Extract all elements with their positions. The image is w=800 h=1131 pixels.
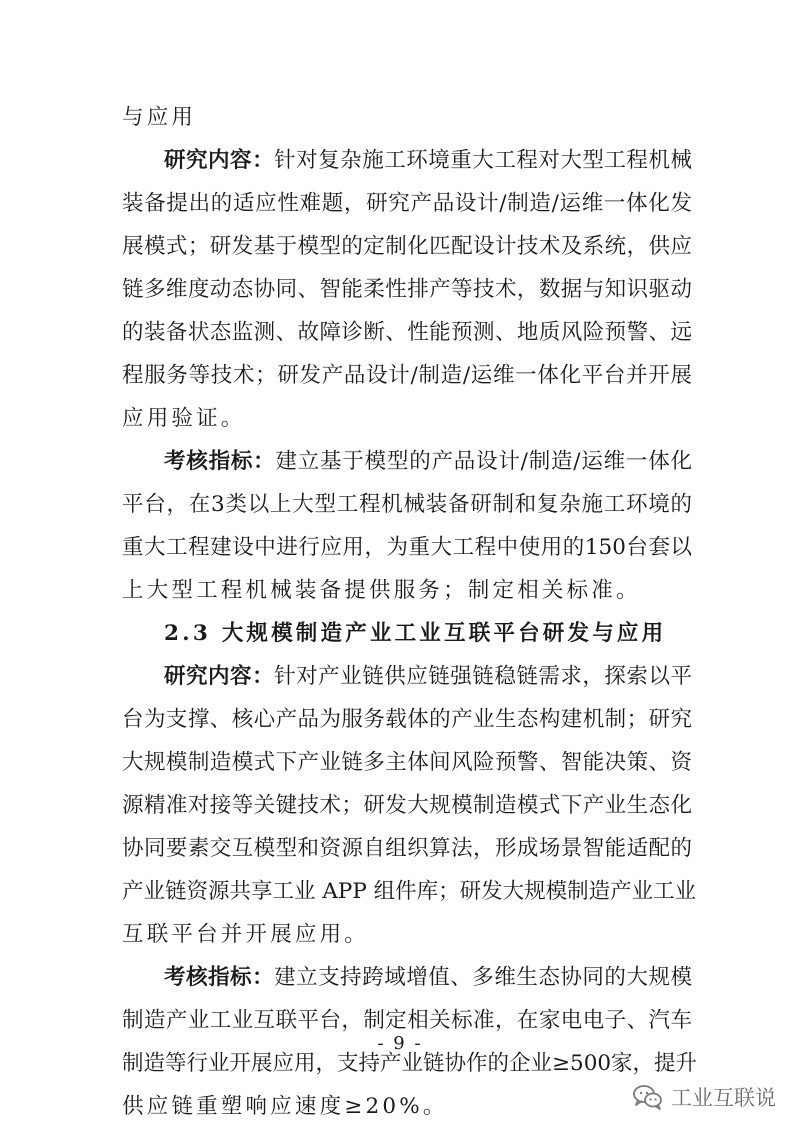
text-line: 重大工程建设中进行应用，为重大工程中使用的150台套以 <box>122 535 692 560</box>
page-number: - 9 - <box>377 1033 423 1054</box>
text-line: 源精准对接等关键技术；研发大规模制造模式下产业生态化 <box>122 793 692 818</box>
section-label: 考核指标： <box>164 449 276 474</box>
text-line: 链多维度动态协同、智能柔性排产等技术，数据与知识驱动 <box>122 277 692 302</box>
text-line: 供应链重塑响应速度≥20%。 <box>122 1094 448 1119</box>
text-line: 与应用 <box>122 105 197 130</box>
text-line: 制造产业工业互联平台，制定相关标准，在家电电子、汽车 <box>122 1008 692 1033</box>
text-line: 考核指标：建立支持跨域增值、多维生态协同的大规模 <box>164 965 692 990</box>
text-line: 平台，在3类以上大型工程机械装备研制和复杂施工环境的 <box>122 492 692 517</box>
text-line: 协同要素交互模型和资源自组织算法，形成场景智能适配的 <box>122 836 692 861</box>
text-line: 考核指标：建立基于模型的产品设计/制造/运维一体化 <box>164 449 692 474</box>
text-line: 应用验证。 <box>122 406 246 431</box>
text-line: 研究内容：针对产业链供应链强链稳链需求，探索以平 <box>164 664 692 689</box>
text-line: 装备提出的适应性难题，研究产品设计/制造/运维一体化发 <box>122 191 692 216</box>
text-line: 大规模制造模式下产业链多主体间风险预警、智能决策、资 <box>122 750 692 775</box>
text-line: 上大型工程机械装备提供服务；制定相关标准。 <box>122 578 641 603</box>
text-line: 产业链资源共享工业 APP 组件库；研发大规模制造产业工业 <box>122 879 697 904</box>
section-heading: 2.3 大规模制造产业工业互联平台研发与应用 <box>164 621 667 646</box>
text-line: 展模式；研发基于模型的定制化匹配设计技术及系统，供应 <box>122 234 692 259</box>
text-line: 的装备状态监测、故障诊断、性能预测、地质风险预警、远 <box>122 320 692 345</box>
text-line: 程服务等技术；研发产品设计/制造/运维一体化平台并开展 <box>122 363 692 388</box>
text-line: 互联平台并开展应用。 <box>122 922 370 947</box>
watermark <box>633 1082 776 1112</box>
watermark-text: 工业互联说 <box>671 1086 776 1110</box>
text-line: 台为支撑、核心产品为服务载体的产业生态构建机制；研究 <box>122 707 692 732</box>
section-label: 考核指标： <box>164 965 275 990</box>
text-line: 制造等行业开展应用，支持产业链协作的企业≥500家，提升 <box>122 1051 698 1076</box>
section-label: 研究内容： <box>164 664 275 689</box>
section-label: 研究内容： <box>164 148 275 173</box>
wechat-icon <box>633 1084 663 1110</box>
text-line: 研究内容：针对复杂施工环境重大工程对大型工程机械 <box>164 148 692 173</box>
